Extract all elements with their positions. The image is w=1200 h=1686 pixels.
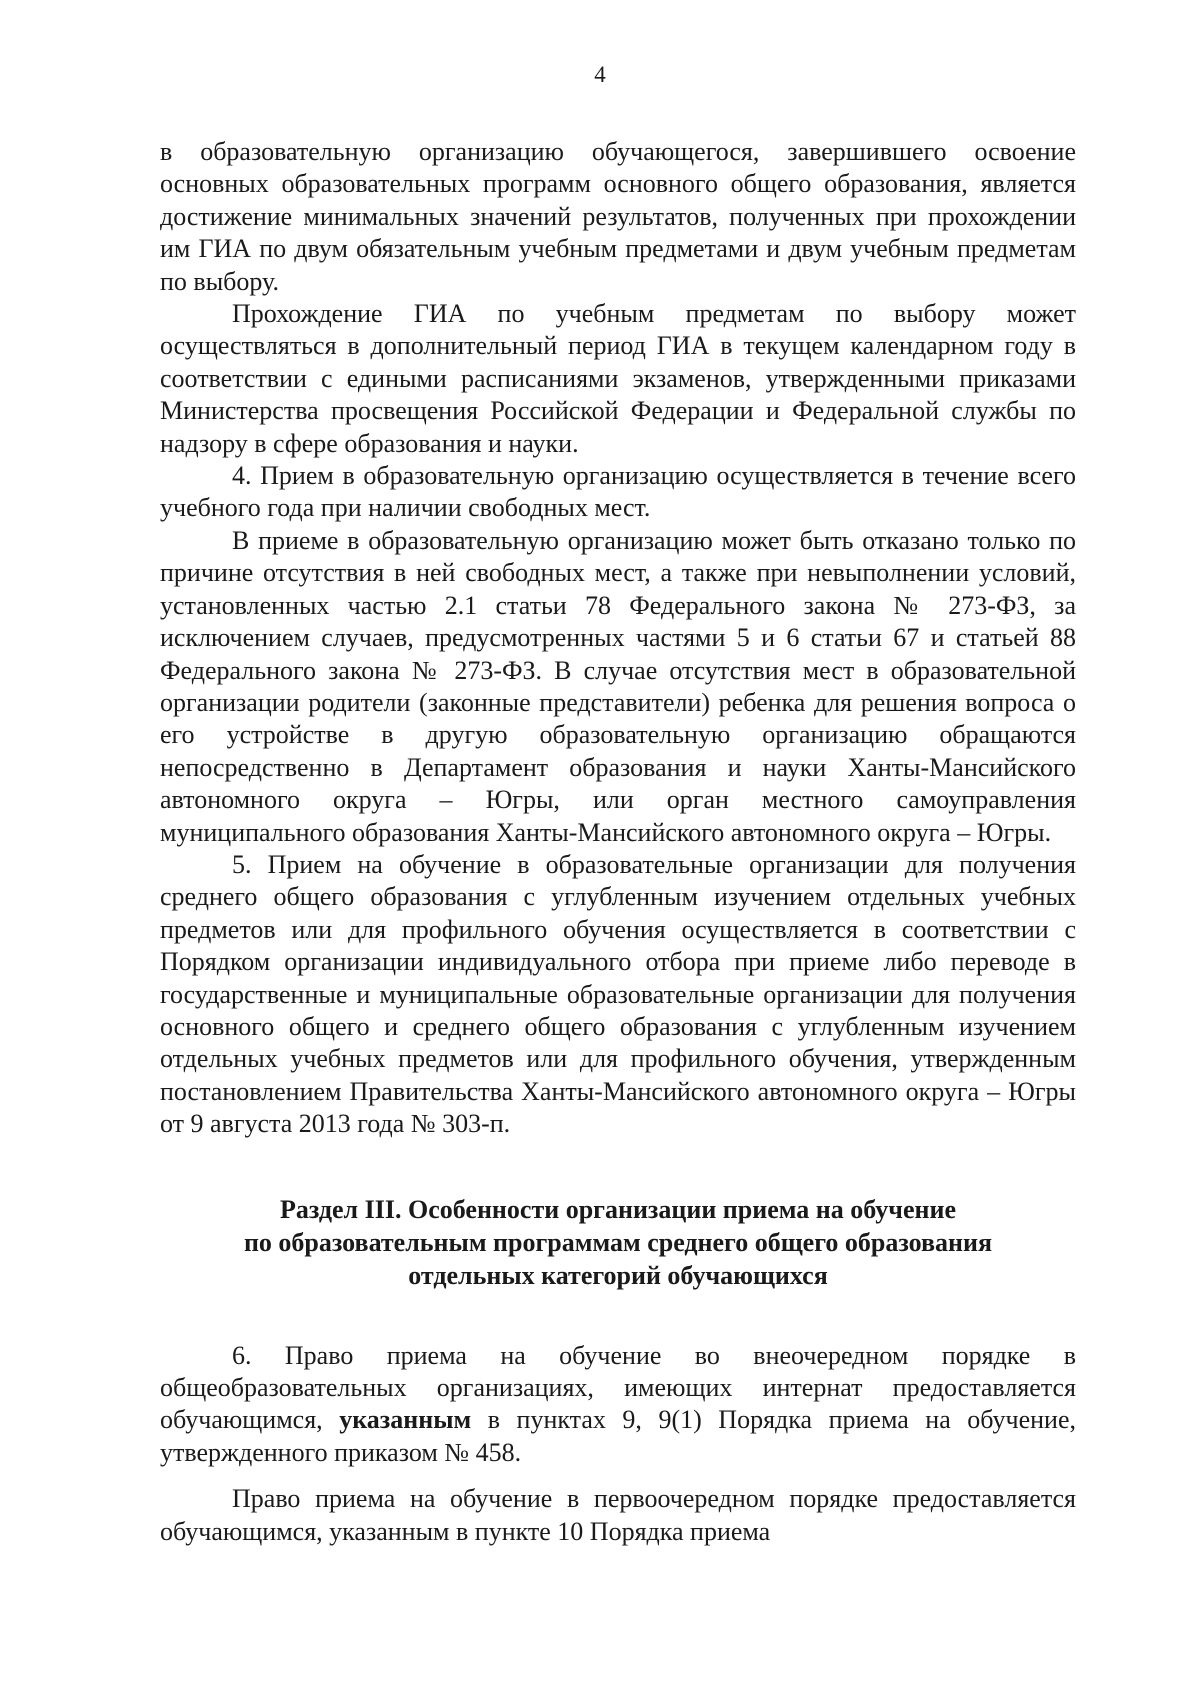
page-number: 4 <box>594 62 606 87</box>
paragraph-refusal: В приеме в образовательную организацию может быть отказано только по причине отсутствия в ней свободных мест, а также при невыполнении условий, установленных частью 2.1 статьи 78 Федерального закона № 273-ФЗ, за исключением случаев, предусмотренных частями 5 и 6 статьи 67 и статьей 88 Федерального закона № 273-ФЗ. В случае отсутствия мест в образовательной организации родители (законные представители) ребенка для решения вопроса о его устройстве в другую образовательную организацию обращаются непосредственно в Департамент образования и науки Ханты-Мансийского автономного округа – Югры, или орган местного самоуправления муниципального образования Ханты-Мансийского автономного округа – Югры. <box>160 525 1076 847</box>
paragraph-item-5: 5. Прием на обучение в образовательные организации для получения среднего общего образования с углубленным изучением отдельных учебных предметов или для профильного обучения осуществляется в соответствии с Порядком организации индивидуального отбора при приеме либо переводе в государственные и муниципальные образовательные организации для получения основного общего и среднего общего образования с углубленным изучением отдельных учебных предметов или для профильного обучения, утвержденным постановлением Правительства Ханты-Мансийского автономного округа – Югры от 9 августа 2013 года № 303-п. <box>160 849 1076 1139</box>
paragraph-gia-elective: Прохождение ГИА по учебным предметам по выбору может осуществляться в дополнительный период ГИА в текущем календарном году в соответствии с едиными расписаниями экзаменов, утвержденными приказами Министерства просвещения Российской Федерации и Федеральной службы по надзору в сфере образования и науки. <box>160 299 1076 458</box>
paragraph-item-6-text-start: 6. Право приема на обучение во внеочередном порядке в общеобразовательных организациях, имеющих интернат предоставляется обучающимся, <box>160 1340 1076 1435</box>
paragraph-item-6-text-end: в пунктах 9, 9(1) Порядка приема на обучение, утвержденного приказом № 458. <box>160 1405 1076 1467</box>
section-heading-line-1: Раздел III. Особенности организации приема на обучение <box>279 1194 956 1224</box>
section-heading-line-2: по образовательным программам среднего общего образования <box>243 1227 993 1257</box>
section-heading <box>160 1193 1076 1292</box>
paragraph-item-6 <box>160 1340 1076 1470</box>
section-heading-line-3: отдельных категорий обучающихся <box>408 1260 828 1290</box>
document-body <box>160 136 1076 1548</box>
paragraph-priority: Право приема на обучение в первоочередном порядке предоставляется обучающимся, указанным в пункте 10 Порядка приема <box>160 1484 1076 1546</box>
paragraph-item-6-bold-word: указанным <box>339 1405 472 1435</box>
paragraph-item-4: 4. Прием в образовательную организацию осуществляется в течение всего учебного года при наличии свободных мест. <box>160 461 1076 523</box>
paragraph-continuation: в образовательную организацию обучающегося, завершившего освоение основных образовательных программ основного общего образования, является достижение минимальных значений результатов, полученных при прохождении им ГИА по двум обязательным учебным предметами и двум учебным предметам по выбору. <box>160 137 1076 296</box>
